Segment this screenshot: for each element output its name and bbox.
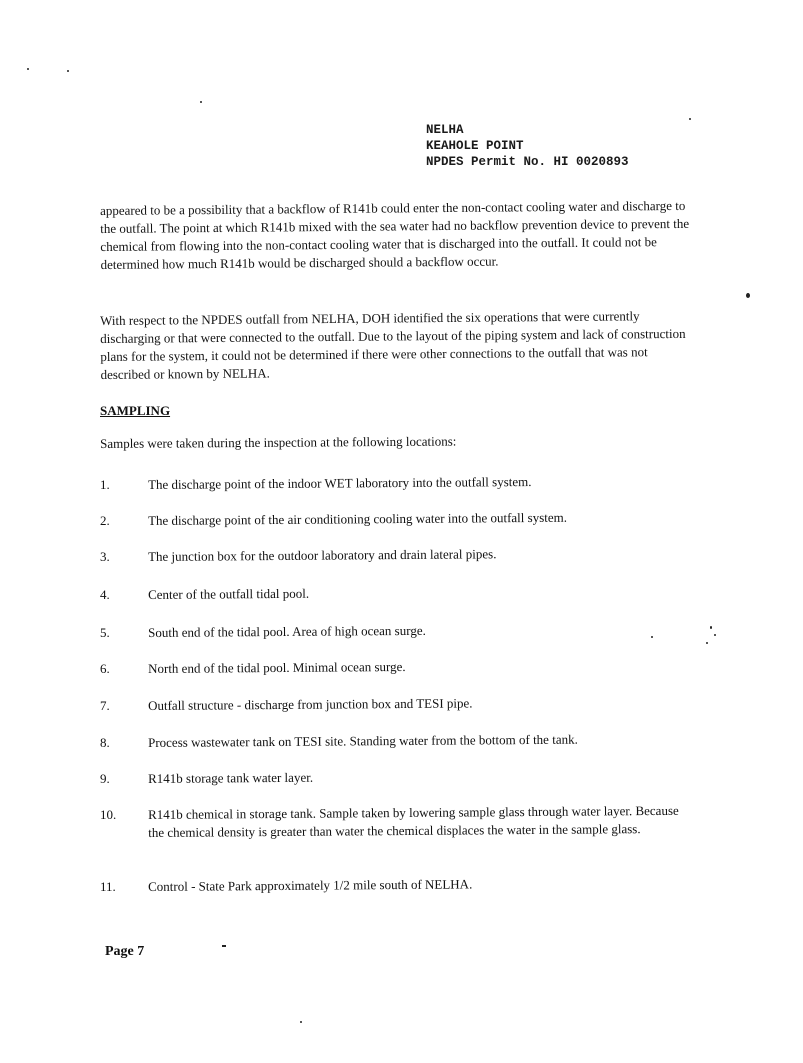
list-item-text: Center of the outfall tidal pool. — [148, 585, 310, 602]
list-item-number: 1. — [100, 477, 110, 492]
page-number: Page 7 — [105, 944, 145, 959]
list-item-text: The junction box for the outdoor laboratory and drain lateral pipes. — [148, 546, 497, 564]
scan-speck — [706, 642, 708, 644]
list-item-text: Process wastewater tank on TESI site. Standing water from the bottom of the tank. — [148, 731, 578, 750]
header-line-facility: NELHA — [426, 123, 464, 137]
list-item-number: 3. — [100, 549, 110, 564]
section-heading-sampling: SAMPLING — [100, 403, 171, 418]
paragraph-backflow: appeared to be a possibility that a backflow of R141b could enter the non-contact cooling water and discharge to the outfall. The point at which R141b mixed with the sea water had no backflow prevention device to prevent the chemical from flowing into the non-contact cooling water that is discharged into the outfall. It could not be determined how much R141b would be discharged should a backflow occur. — [100, 197, 690, 272]
list-item-text: Control - State Park approximately 1/2 mile south of NELHA. — [148, 876, 473, 894]
list-item-number: 9. — [100, 771, 110, 786]
list-item-text: South end of the tidal pool. Area of high ocean surge. — [148, 622, 426, 640]
list-item-number: 2. — [100, 513, 110, 528]
list-item-number: 8. — [100, 735, 110, 750]
list-item-number: 6. — [100, 661, 110, 676]
scan-speck — [710, 626, 712, 629]
list-item-number: 10. — [100, 807, 117, 822]
scan-speck — [714, 634, 716, 636]
scan-speck — [689, 118, 691, 120]
scan-speck — [67, 70, 69, 72]
list-item-text: The discharge point of the air conditioning cooling water into the outfall system. — [148, 509, 568, 528]
paragraph-outfall-connections: With respect to the NPDES outfall from NELHA, DOH identified the six operations that were currently discharging or that were connected to the outfall. Due to the layout of the piping system and lack of construction plans for the system, it could not be determined if there were other connections to the outfall that was not described or known by NELHA. — [100, 308, 686, 382]
list-item-number: 7. — [100, 698, 110, 713]
header-line-permit: NPDES Permit No. HI 0020893 — [426, 155, 629, 169]
list-item-text: R141b storage tank water layer. — [148, 769, 314, 786]
list-item-text: The discharge point of the indoor WET laboratory into the outfall system. — [148, 473, 532, 492]
scan-speck — [200, 101, 202, 103]
scan-speck — [27, 68, 29, 70]
list-item-text: North end of the tidal pool. Minimal ocean surge. — [148, 658, 406, 676]
list-item-number: 11. — [100, 879, 116, 894]
header-line-location: KEAHOLE POINT — [426, 139, 524, 153]
list-item-text: Outfall structure - discharge from junction box and TESI pipe. — [148, 695, 473, 713]
scan-speck — [300, 1021, 302, 1023]
list-item-number: 4. — [100, 587, 110, 602]
sampling-intro: Samples were taken during the inspection at the following locations: — [100, 433, 457, 451]
document-header — [426, 122, 629, 170]
scan-speck — [222, 945, 226, 947]
scan-speck — [651, 636, 653, 638]
list-item-number: 5. — [100, 625, 110, 640]
scan-speck — [746, 293, 750, 298]
list-item-text: R141b chemical in storage tank. Sample taken by lowering sample glass through water layer. Because the chemical density is greater than water the chemical displaces the water in the sample glass. — [148, 802, 679, 840]
